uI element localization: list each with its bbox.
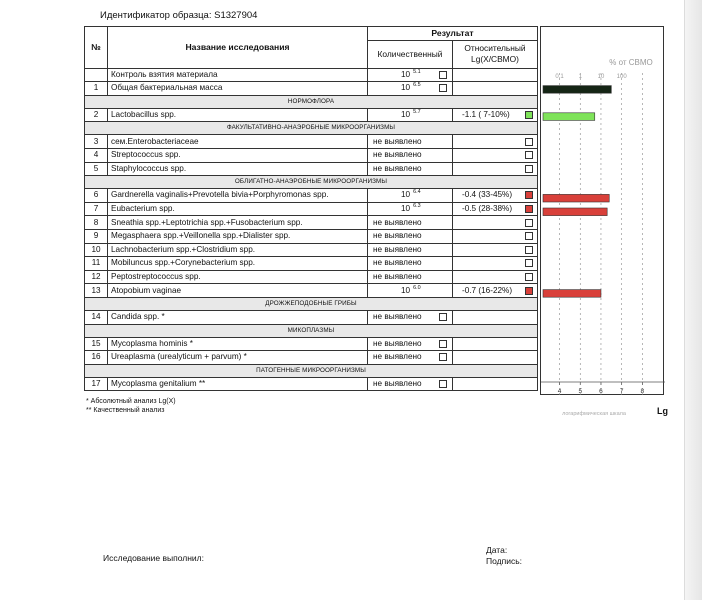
header-result: Результат: [368, 27, 538, 41]
table-row: [85, 216, 538, 230]
top-tick-label: 100: [616, 74, 627, 80]
x-tick-label: 4: [557, 388, 562, 395]
quantity-cell: [368, 148, 453, 162]
quantity-cell: [368, 216, 453, 230]
table-row: [85, 108, 538, 122]
relative-cell: [453, 216, 538, 230]
header-name: Название исследования: [108, 27, 368, 69]
date-signature-block: [486, 545, 522, 567]
row-number: 12: [85, 270, 108, 284]
section-row: [85, 122, 538, 135]
relative-cell: [453, 270, 538, 284]
relative-cell: [453, 243, 538, 257]
table-row: [85, 270, 538, 284]
quantity-checkbox: [439, 84, 447, 92]
quantity-checkbox: [439, 353, 447, 361]
quantity-text: не выявлено: [373, 258, 422, 268]
x-tick-label: 8: [640, 388, 645, 395]
relative-value: -0.5 (28-38%): [462, 204, 513, 214]
relative-cell: [453, 351, 538, 365]
quantity-cell: [368, 108, 453, 122]
quantity-exponent: 6.0: [413, 284, 421, 291]
table-row: [85, 243, 538, 257]
top-tick-label: 1: [578, 74, 582, 80]
relative-indicator: [525, 138, 533, 146]
table-row: [85, 148, 538, 162]
x-tick-label: 7: [619, 388, 624, 395]
relative-indicator: [525, 259, 533, 267]
test-name: Eubacterium spp.: [108, 202, 368, 216]
quantity-exponent: 6.4: [413, 189, 421, 196]
header-quantity: Количественный: [368, 40, 453, 68]
chart-bar: [543, 113, 595, 121]
test-name: Sneathia spp.+Leptotrichia spp.+Fusobacterium spp.: [108, 216, 368, 230]
test-name: Gardnerella vaginalis+Prevotella bivia+Porphyromonas spp.: [108, 189, 368, 203]
test-name: Контроль взятия материала: [108, 68, 368, 82]
section-title: НОРМОФЛОРА: [85, 95, 538, 108]
relative-cell: [453, 257, 538, 271]
quantity-exponent: 5.7: [413, 109, 421, 116]
test-name: Mycoplasma hominis *: [108, 337, 368, 351]
section-row: [85, 364, 538, 377]
table-row: [85, 229, 538, 243]
row-number: 13: [85, 284, 108, 298]
section-row: [85, 297, 538, 310]
test-name: сем.Enterobacteriaceae: [108, 135, 368, 149]
executor-label: Исследование выполнил:: [103, 553, 204, 563]
relative-cell: [453, 284, 538, 298]
relative-cell: [453, 162, 538, 176]
quantity-checkbox: [439, 71, 447, 79]
table-row: [85, 310, 538, 324]
header-relative-line1: Относительный: [464, 43, 526, 54]
relative-cell: [453, 229, 538, 243]
sample-id-label: Идентификатор образца:: [100, 10, 212, 21]
section-row: [85, 95, 538, 108]
relative-cell: [453, 202, 538, 216]
relative-cell: [453, 82, 538, 96]
quantity-cell: [368, 162, 453, 176]
relative-indicator: [525, 232, 533, 240]
results-body: [85, 68, 538, 391]
quantity-cell: [368, 82, 453, 96]
chart-title: % от СВМО: [609, 58, 653, 67]
table-row: [85, 202, 538, 216]
quantity-text: не выявлено: [373, 217, 422, 227]
chart-bar: [543, 290, 601, 298]
quantity-checkbox: [439, 313, 447, 321]
section-title: ОБЛИГАТНО-АНАЭРОБНЫЕ МИКРООРГАНИЗМЫ: [85, 176, 538, 189]
row-number: 11: [85, 257, 108, 271]
row-number: 3: [85, 135, 108, 149]
quantity-exponent: 6.3: [413, 203, 421, 210]
test-name: Ureaplasma (urealyticum + parvum) *: [108, 351, 368, 365]
row-number: 5: [85, 162, 108, 176]
row-number: [85, 68, 108, 82]
section-title: ФАКУЛЬТАТИВНО-АНАЭРОБНЫЕ МИКРООРГАНИЗМЫ: [85, 122, 538, 135]
results-table: [84, 26, 538, 391]
top-tick-label: 0.1: [555, 74, 564, 80]
quantity-cell: [368, 377, 453, 391]
relative-cell: [453, 148, 538, 162]
sample-id-value: S1327904: [214, 10, 258, 21]
section-title: ПАТОГЕННЫЕ МИКРООРГАНИЗМЫ: [85, 364, 538, 377]
table-row: [85, 284, 538, 298]
header-relative-line2: Lg(X/СВМО): [471, 54, 519, 65]
quantity-cell: [368, 351, 453, 365]
relative-indicator: [525, 111, 533, 119]
quantity-cell: [368, 229, 453, 243]
quantity-text: не выявлено: [373, 244, 422, 254]
table-row: [85, 351, 538, 365]
test-name: Staphylococcus spp.: [108, 162, 368, 176]
quantity-cell: [368, 68, 453, 82]
quantity-text: не выявлено: [373, 163, 422, 173]
quantity-base: 10: [401, 83, 411, 93]
test-name: Streptococcus spp.: [108, 148, 368, 162]
footnote-qualitative: ** Качественный анализ: [86, 407, 165, 414]
sign-label: Подпись:: [486, 556, 523, 566]
row-number: 16: [85, 351, 108, 365]
quantity-cell: [368, 189, 453, 203]
quantity-cell: [368, 202, 453, 216]
table-row: [85, 68, 538, 82]
table-row: [85, 257, 538, 271]
section-row: [85, 176, 538, 189]
chart-bar: [543, 208, 607, 216]
quantity-exponent: 5.1: [413, 68, 421, 75]
relative-indicator: [525, 151, 533, 159]
footnotes: [86, 397, 176, 415]
x-tick-label: 5: [578, 388, 583, 395]
quantity-base: 10: [401, 110, 411, 120]
quantity-cell: [368, 310, 453, 324]
relative-value: -0.7 (16-22%): [462, 285, 513, 295]
quantity-cell: [368, 243, 453, 257]
relative-indicator: [525, 205, 533, 213]
relative-cell: [453, 108, 538, 122]
row-number: 1: [85, 82, 108, 96]
quantity-text: не выявлено: [373, 150, 422, 160]
chart-bar: [543, 194, 609, 202]
test-name: Atopobium vaginae: [108, 284, 368, 298]
table-row: [85, 337, 538, 351]
table-row: [85, 82, 538, 96]
relative-value: -0.4 (33-45%): [462, 190, 513, 200]
top-tick-label: 10: [597, 74, 605, 80]
relative-chart: [540, 26, 664, 395]
row-number: 17: [85, 377, 108, 391]
quantity-text: не выявлено: [373, 231, 422, 241]
quantity-text: не выявлено: [373, 338, 422, 348]
table-row: [85, 189, 538, 203]
quantity-cell: [368, 257, 453, 271]
quantity-base: 10: [401, 69, 411, 79]
quantity-cell: [368, 270, 453, 284]
quantity-exponent: 6.5: [413, 82, 421, 89]
row-number: 7: [85, 202, 108, 216]
section-row: [85, 324, 538, 337]
test-name: Lactobacillus spp.: [108, 108, 368, 122]
row-number: 10: [85, 243, 108, 257]
x-tick-label: 6: [599, 388, 603, 395]
section-title: МИКОПЛАЗМЫ: [85, 324, 538, 337]
chart-axis-caption: [544, 397, 694, 419]
header-num: №: [85, 27, 108, 69]
row-number: 4: [85, 148, 108, 162]
table-row: [85, 377, 538, 391]
test-name: Mobiluncus spp.+Corynebacterium spp.: [108, 257, 368, 271]
relative-cell: [453, 189, 538, 203]
row-number: 14: [85, 310, 108, 324]
quantity-checkbox: [439, 380, 447, 388]
quantity-text: не выявлено: [373, 312, 422, 322]
relative-indicator: [525, 191, 533, 199]
header-relative: [453, 40, 538, 68]
relative-indicator: [525, 246, 533, 254]
chart-canvas: [541, 27, 665, 396]
test-name: Mycoplasma genitalium **: [108, 377, 368, 391]
row-number: 15: [85, 337, 108, 351]
quantity-text: не выявлено: [373, 378, 422, 388]
row-number: 6: [85, 189, 108, 203]
test-name: Lachnobacterium spp.+Clostridium spp.: [108, 243, 368, 257]
page-edge: [684, 0, 702, 600]
table-row: [85, 135, 538, 149]
axis-lg-label: Lg: [657, 406, 668, 416]
relative-cell: [453, 377, 538, 391]
relative-indicator: [525, 219, 533, 227]
test-name: Peptostreptococcus spp.: [108, 270, 368, 284]
date-label: Дата:: [486, 545, 508, 555]
relative-cell: [453, 310, 538, 324]
relative-indicator: [525, 287, 533, 295]
quantity-checkbox: [439, 340, 447, 348]
quantity-cell: [368, 135, 453, 149]
row-number: 2: [85, 108, 108, 122]
quantity-text: не выявлено: [373, 272, 422, 282]
chart-bar: [543, 86, 611, 94]
footnote-absolute: * Абсолютный анализ Lg(X): [86, 398, 176, 405]
quantity-cell: [368, 337, 453, 351]
test-name: Megasphaera spp.+Veillonella spp.+Dialister spp.: [108, 229, 368, 243]
quantity-base: 10: [401, 285, 411, 295]
quantity-text: не выявлено: [373, 136, 422, 146]
relative-cell: [453, 337, 538, 351]
test-name: Общая бактериальная масса: [108, 82, 368, 96]
section-title: ДРОЖЖЕПОДОБНЫЕ ГРИБЫ: [85, 297, 538, 310]
quantity-cell: [368, 284, 453, 298]
row-number: 8: [85, 216, 108, 230]
quantity-base: 10: [401, 190, 411, 200]
relative-indicator: [525, 165, 533, 173]
relative-value: -1.1 ( 7-10%): [462, 110, 510, 120]
relative-cell: [453, 135, 538, 149]
sample-id: [100, 10, 257, 21]
relative-cell: [453, 68, 538, 82]
axis-scale-label: логарифмическая шкала: [562, 411, 626, 417]
test-name: Candida spp. *: [108, 310, 368, 324]
relative-indicator: [525, 273, 533, 281]
quantity-text: не выявлено: [373, 352, 422, 362]
table-row: [85, 162, 538, 176]
row-number: 9: [85, 229, 108, 243]
quantity-base: 10: [401, 204, 411, 214]
